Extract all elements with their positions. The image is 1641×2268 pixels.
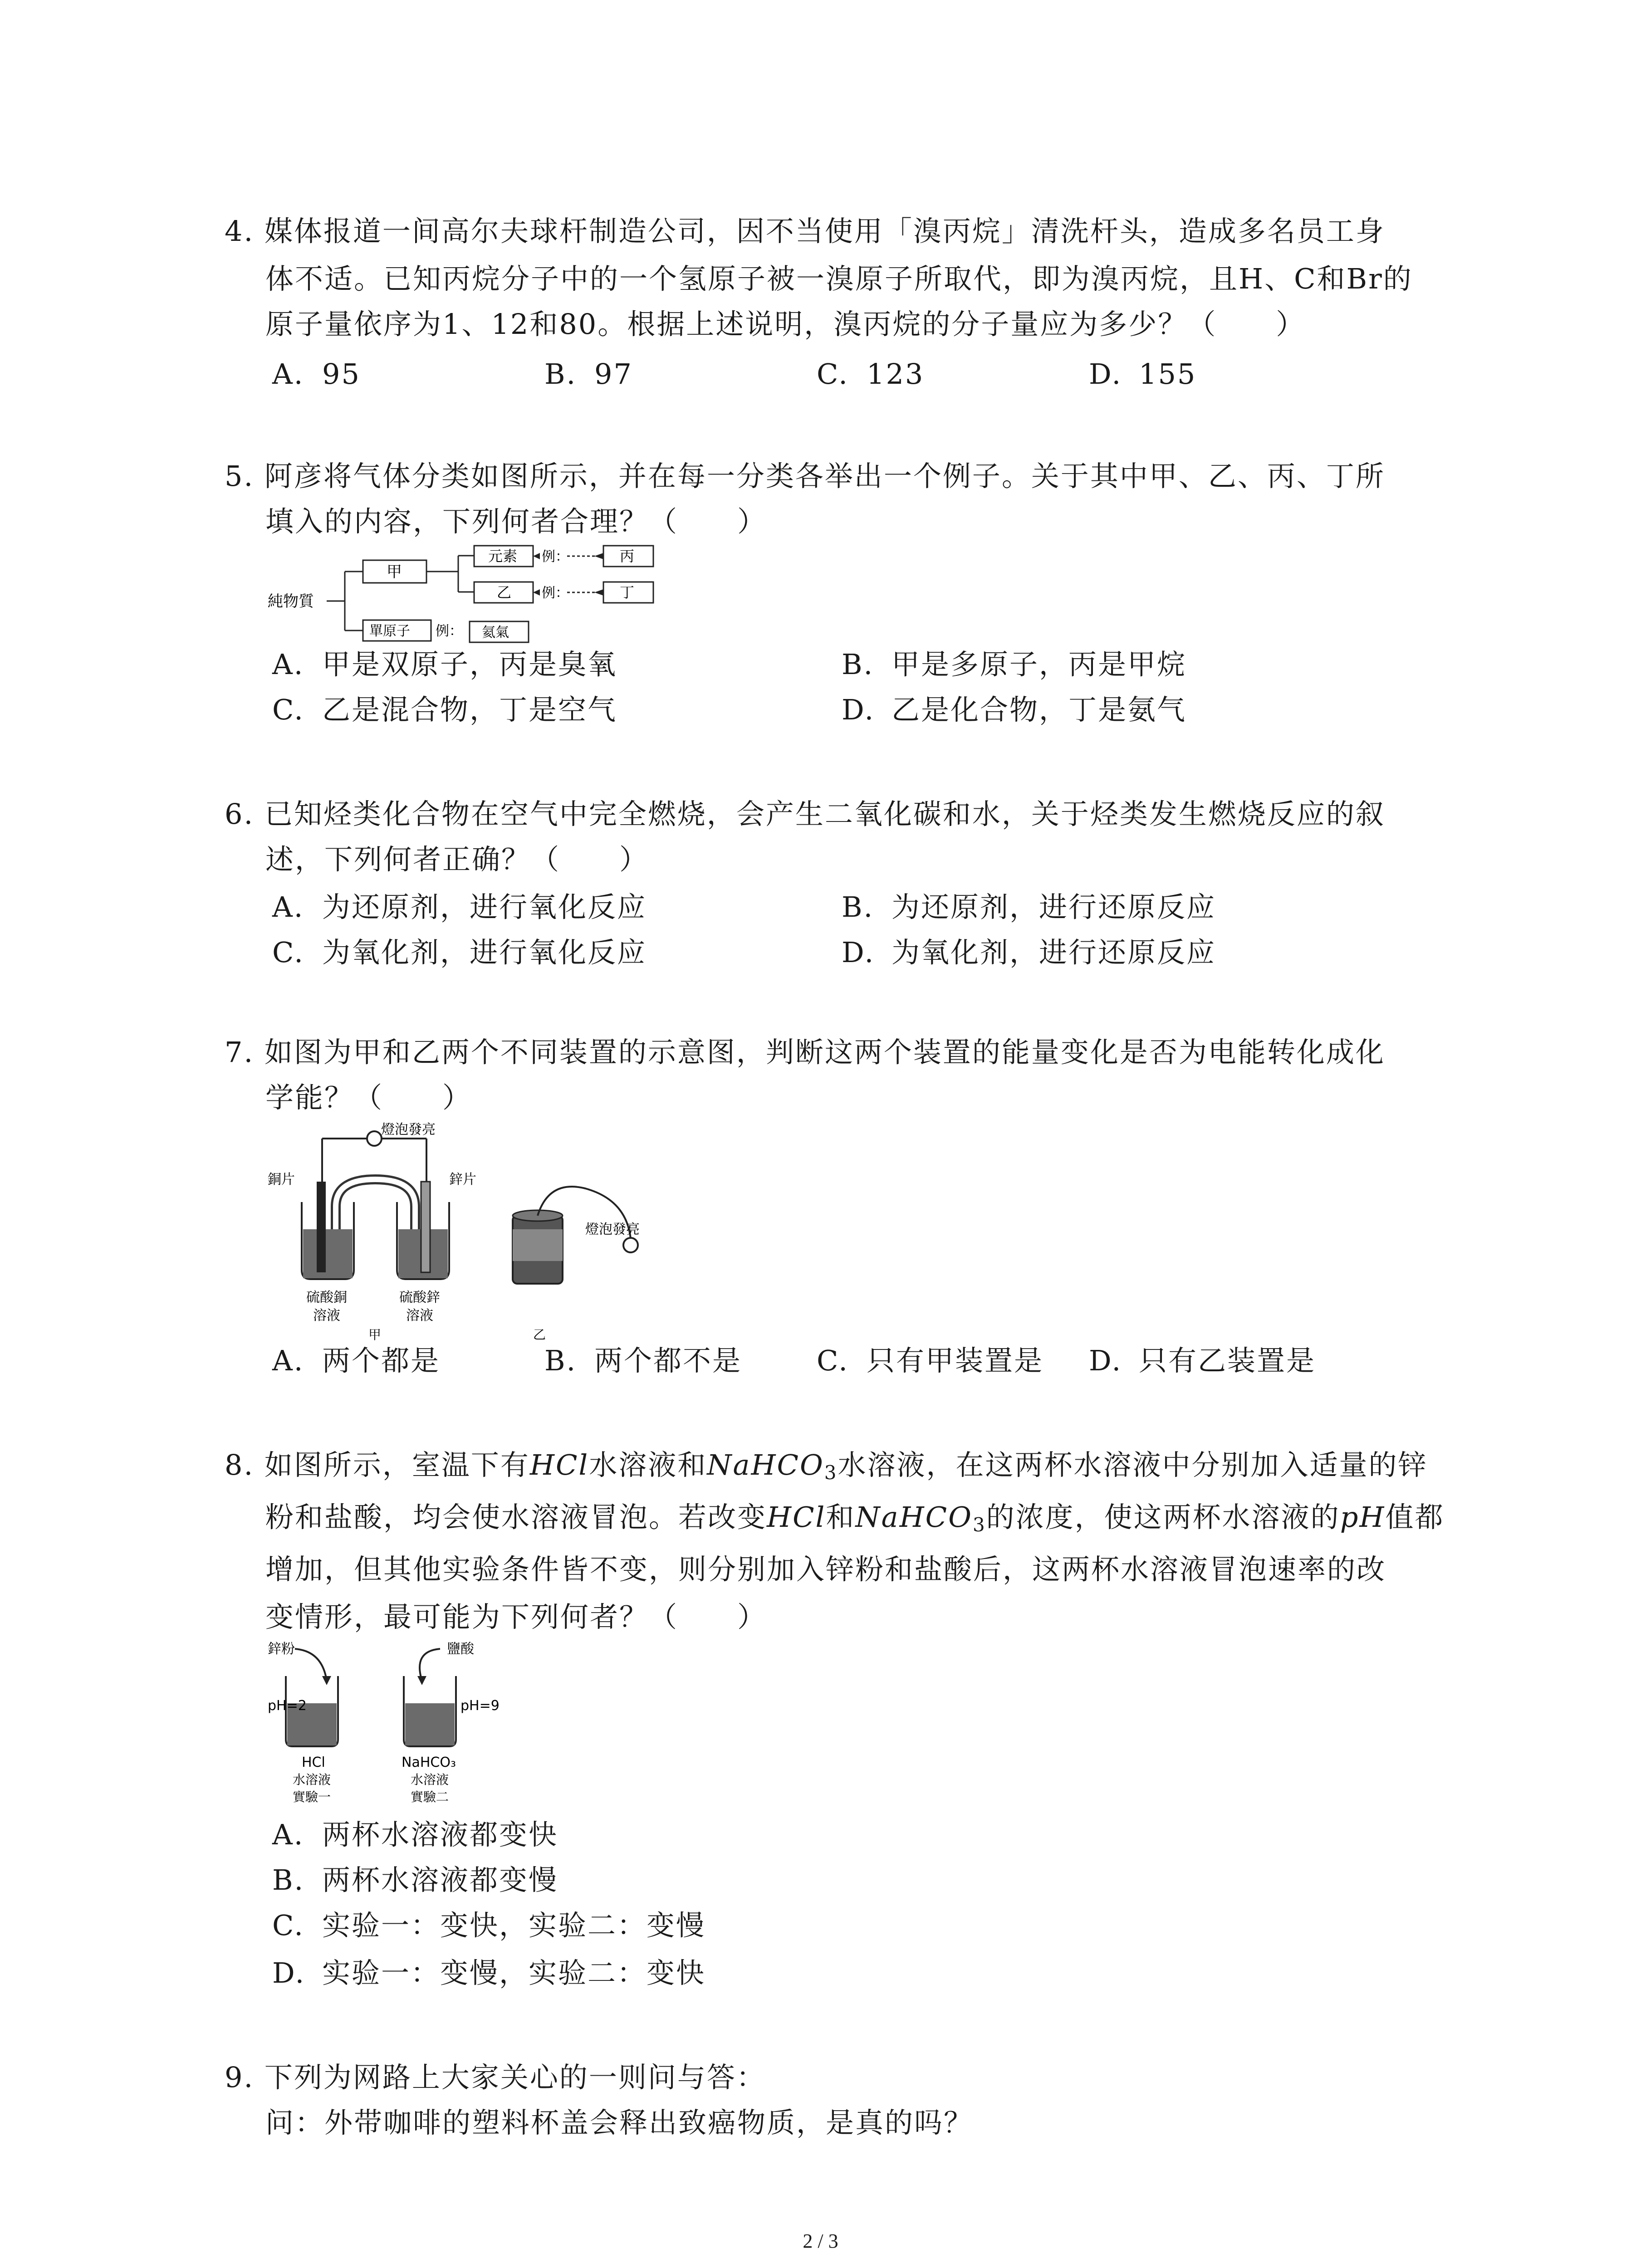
q8-option-a[interactable]: A. 两杯水溶液都变快 xyxy=(272,1818,558,1851)
q9-line-1: 9. 下列为网路上大家关心的一则问与答： xyxy=(225,2061,766,2094)
q6-option-d[interactable]: D. 为氧化剂，进行还原反应 xyxy=(842,936,1216,969)
q4-option-b[interactable]: B. 97 xyxy=(544,357,633,391)
q7-option-c[interactable]: C. 只有甲装置是 xyxy=(817,1344,1044,1377)
ph-beakers-diagram xyxy=(268,1640,522,1817)
q7-line-2: 学能？（ ） xyxy=(265,1081,472,1114)
q4-option-d[interactable]: D. 155 xyxy=(1089,357,1197,391)
fig8-b2-nahco3: NaHCO₃ xyxy=(402,1755,456,1770)
q4-line-3: 原子量依序为1、12和80。根据上述说明，溴丙烷的分子量应为多少？（ ） xyxy=(265,308,1306,341)
fig5-li-3: 例： xyxy=(436,623,463,639)
q4-option-a[interactable]: A. 95 xyxy=(272,357,361,391)
q5-line-1: 5. 阿彦将气体分类如图所示，并在每一分类各举出一个例子。关于其中甲、乙、丙、丁所 xyxy=(225,459,1385,493)
fig7-copper: 銅片 xyxy=(268,1172,295,1188)
q5-option-b[interactable]: B. 甲是多原子，丙是甲烷 xyxy=(842,648,1187,681)
fig7-jia: 甲 xyxy=(368,1327,382,1342)
fig5-jia: 甲 xyxy=(387,563,402,581)
q8-line-1: 8. 如图所示，室温下有HCl水溶液和NaHCO$_3$水溶液，在这两杯水溶液中分别加入适量的锌 xyxy=(225,1448,1428,1484)
q4-line-2: 体不适。已知丙烷分子中的一个氢原子被一溴原子所取代，即为溴丙烷，且H、C和Br的 xyxy=(265,262,1413,295)
fig7-sol2a: 硫酸鋅 xyxy=(399,1290,440,1305)
fig5-yuansu: 元素 xyxy=(488,547,518,565)
q4-option-c[interactable]: C. 123 xyxy=(817,357,925,391)
q6-line-1: 6. 已知烃类化合物在空气中完全燃烧，会产生二氧化碳和水，关于烃类发生燃烧反应的叙 xyxy=(225,797,1385,831)
fig7-zinc: 鋅片 xyxy=(449,1172,476,1188)
q8-option-b[interactable]: B. 两杯水溶液都变慢 xyxy=(272,1863,558,1897)
fig5-li-1: 例： xyxy=(542,549,569,565)
fig7-bulb-2: 燈泡發亮 xyxy=(585,1222,640,1237)
fig7-sol1a: 硫酸銅 xyxy=(306,1290,347,1305)
electrochemistry-devices-diagram xyxy=(268,1120,721,1343)
fig8-ph2: pH=2 xyxy=(268,1698,307,1714)
q6-option-c[interactable]: C. 为氧化剂，进行氧化反应 xyxy=(272,936,647,969)
fig5-li-2: 例： xyxy=(542,585,569,601)
q9-line-2: 问：外带咖啡的塑料杯盖会释出致癌物质，是真的吗？ xyxy=(265,2106,974,2139)
q5-option-a[interactable]: A. 甲是双原子，丙是臭氧 xyxy=(272,648,617,681)
q8-line-3: 增加，但其他实验条件皆不变，则分别加入锌粉和盐酸后，这两杯水溶液冒泡速率的改 xyxy=(265,1553,1386,1586)
page-number: 2 / 3 xyxy=(803,2230,838,2252)
q8-line-2: 粉和盐酸，均会使水溶液冒泡。若改变HCl和NaHCO$_3$的浓度，使这两杯水溶液的pH值都 xyxy=(265,1501,1445,1536)
fig5-haiqi: 氦氣 xyxy=(482,625,509,640)
fig8-b1-solution: 水溶液 xyxy=(293,1772,331,1787)
q8-option-d[interactable]: D. 实验一：变慢，实验二：变快 xyxy=(272,1956,706,1989)
fig7-bulb-1: 燈泡發亮 xyxy=(381,1122,436,1138)
fig8-b2-exp: 實驗二 xyxy=(411,1789,449,1804)
fig8-zinc-powder: 鋅粉 xyxy=(268,1641,295,1657)
gas-classification-diagram xyxy=(268,542,676,651)
q6-option-a[interactable]: A. 为还原剂，进行氧化反应 xyxy=(272,890,647,924)
fig8-b1-hcl: HCl xyxy=(302,1755,325,1770)
q5-option-c[interactable]: C. 乙是混合物，丁是空气 xyxy=(272,693,617,726)
fig5-root: 純物質 xyxy=(268,592,314,611)
fig7-yi: 乙 xyxy=(533,1327,546,1342)
q7-option-a[interactable]: A. 两个都是 xyxy=(272,1344,441,1377)
q7-option-d[interactable]: D. 只有乙装置是 xyxy=(1089,1344,1316,1377)
q8-option-c[interactable]: C. 实验一：变快，实验二：变慢 xyxy=(272,1909,706,1942)
q5-line-2: 填入的内容，下列何者合理？（ ） xyxy=(265,505,767,538)
q6-option-b[interactable]: B. 为还原剂，进行还原反应 xyxy=(842,890,1216,924)
fig8-hcl-acid: 鹽酸 xyxy=(447,1641,474,1657)
q6-line-2: 述，下列何者正确？（ ） xyxy=(265,843,649,876)
fig5-yi: 乙 xyxy=(497,584,512,601)
q8-line-4: 变情形，最可能为下列何者？（ ） xyxy=(265,1600,767,1633)
fig5-ding: 丁 xyxy=(620,584,635,601)
q4-line-1: 4. 媒体报道一间高尔夫球杆制造公司，因不当使用「溴丙烷」清洗杆头，造成多名员工身 xyxy=(225,215,1385,248)
q5-option-d[interactable]: D. 乙是化合物，丁是氨气 xyxy=(842,693,1187,726)
fig8-ph9: pH=9 xyxy=(460,1698,500,1714)
q7-line-1: 7. 如图为甲和乙两个不同装置的示意图，判断这两个装置的能量变化是否为电能转化成化 xyxy=(225,1036,1385,1069)
fig7-sol2b: 溶液 xyxy=(406,1308,433,1324)
q7-option-b[interactable]: B. 两个都不是 xyxy=(544,1344,742,1377)
fig5-bing: 丙 xyxy=(620,547,635,565)
fig7-sol1b: 溶液 xyxy=(313,1308,340,1324)
fig8-b1-exp: 實驗一 xyxy=(293,1789,331,1804)
fig8-b2-solution: 水溶液 xyxy=(411,1772,449,1787)
fig5-danyuanzi: 單原子 xyxy=(369,623,410,639)
